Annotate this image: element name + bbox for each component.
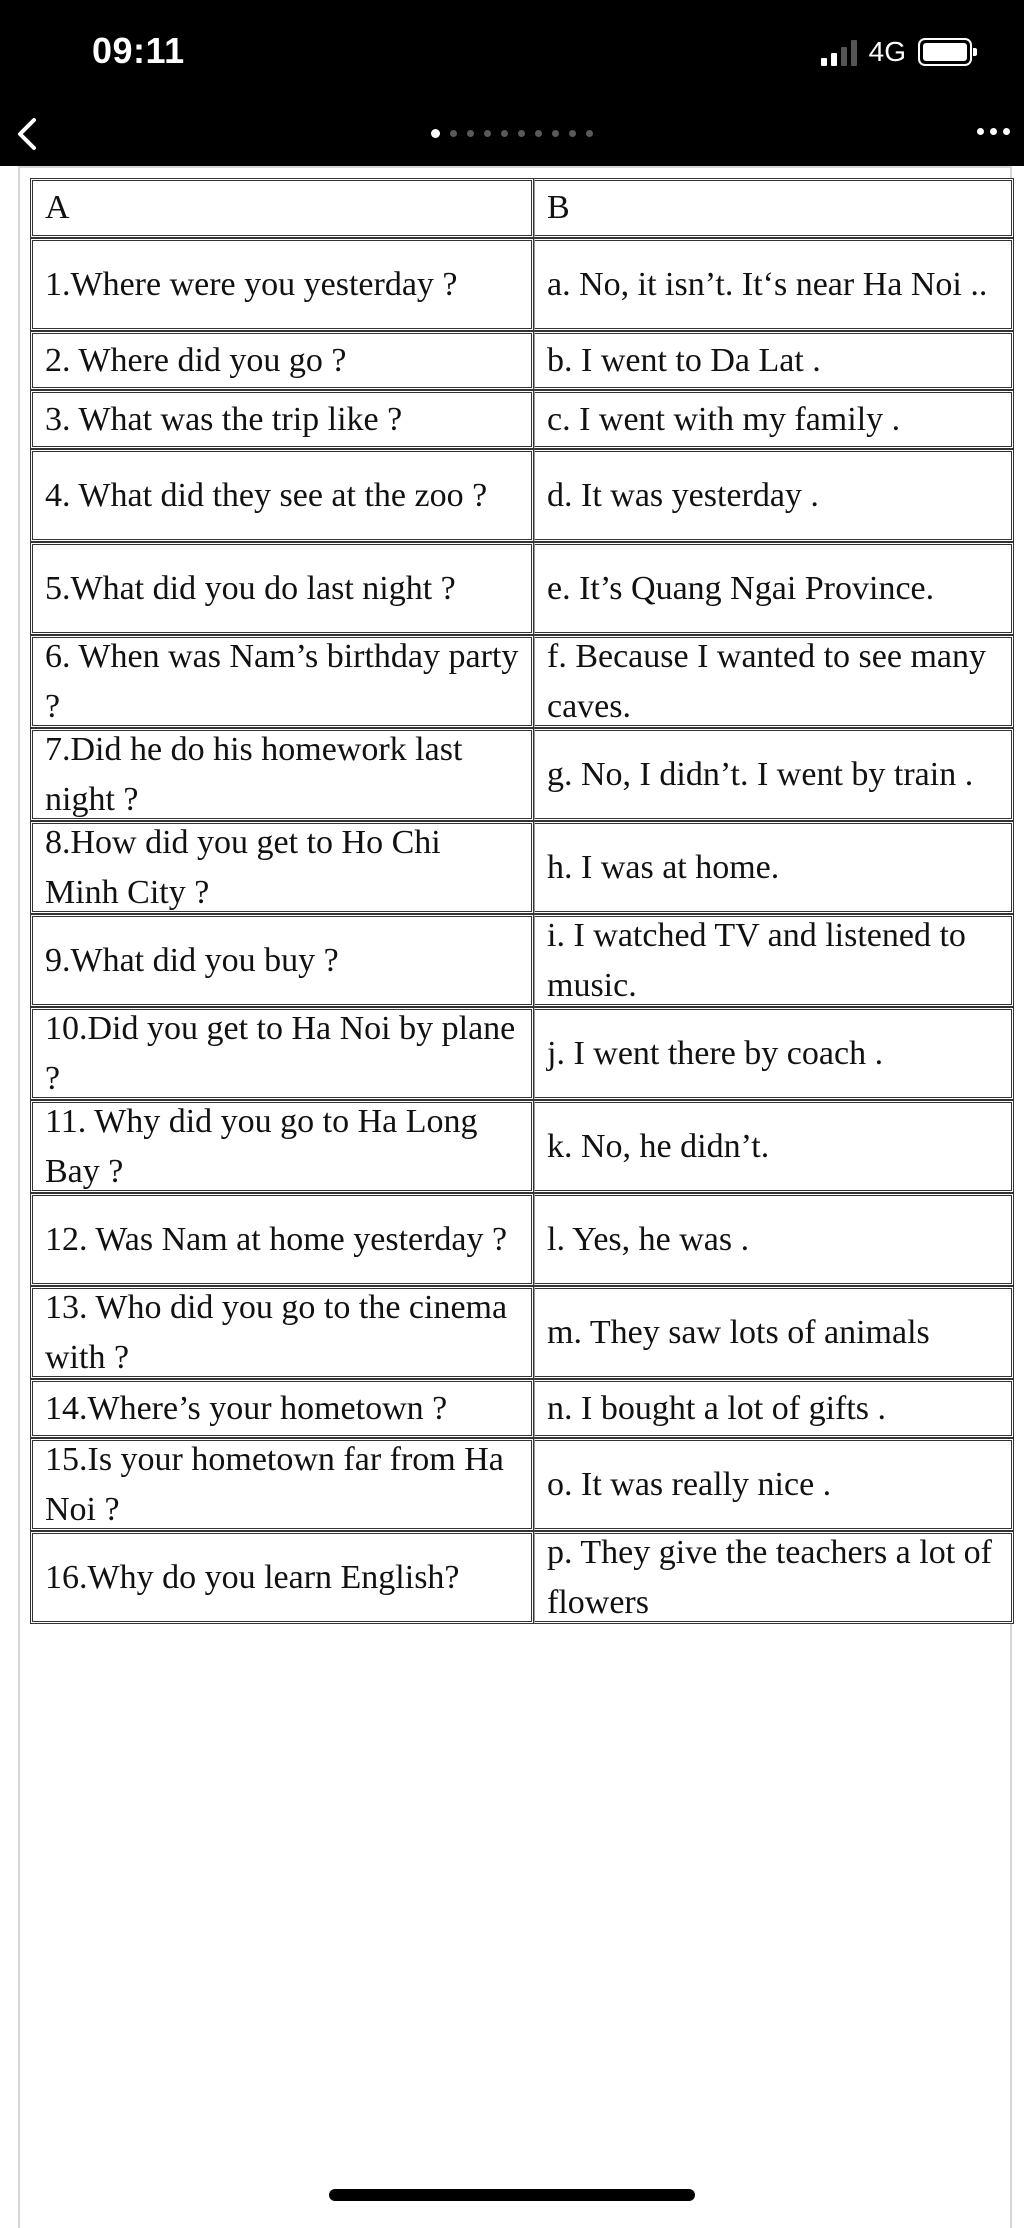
cell-b-12: l. Yes, he was . (534, 1193, 1014, 1286)
cell-a-16: 16.Why do you learn English? (30, 1531, 534, 1624)
page-dot (484, 130, 491, 137)
cell-a-1: 1.Where were you yesterday ? (30, 238, 534, 331)
cell-b-4: d. It was yesterday . (534, 449, 1014, 542)
page-dot (535, 130, 542, 137)
cell-b-5: e. It’s Quang Ngai Province. (534, 542, 1014, 635)
page-dot (586, 130, 593, 137)
cell-b-8: h. I was at home. (534, 821, 1014, 914)
page-dot (467, 130, 474, 137)
ellipsis-icon (977, 128, 984, 135)
cell-a-5: 5.What did you do last night ? (30, 542, 534, 635)
status-time: 09:11 (92, 30, 185, 71)
status-indicators (821, 36, 972, 68)
worksheet (18, 166, 1012, 2228)
top-bar (0, 0, 1024, 166)
cell-b-13: m. They saw lots of animals (534, 1286, 1014, 1379)
cell-a-11: 11. Why did you go to Ha Long Bay ? (30, 1100, 534, 1193)
cell-a-2: 2. Where did you go ? (30, 331, 534, 390)
network-type: 4G (868, 36, 906, 67)
cell-a-7: 7.Did he do his homework last night ? (30, 728, 534, 821)
cell-a-6: 6. When was Nam’s birthday party ? (30, 635, 534, 728)
page-dot (450, 130, 457, 137)
cell-b-15: o. It was really nice . (534, 1438, 1014, 1531)
page-dot (431, 129, 440, 138)
cell-b-7: g. No, I didn’t. I went by train . (534, 728, 1014, 821)
page-dot (501, 130, 508, 137)
cell-b-14: n. I bought a lot of gifts . (534, 1379, 1014, 1438)
cell-b-10: j. I went there by coach . (534, 1007, 1014, 1100)
cell-b-9: i. I watched TV and listened to music. (534, 914, 1014, 1007)
cell-b-6: f. Because I wanted to see many caves. (534, 635, 1014, 728)
cell-a-14: 14.Where’s your hometown ? (30, 1379, 534, 1438)
page-dot (552, 130, 559, 137)
page-indicator (0, 130, 1024, 138)
page-dot (569, 130, 576, 137)
more-button[interactable] (977, 128, 1010, 135)
cell-a-13: 13. Who did you go to the cinema with ? (30, 1286, 534, 1379)
cell-b-11: k. No, he didn’t. (534, 1100, 1014, 1193)
battery-full-icon (918, 38, 972, 66)
cell-a-8: 8.How did you get to Ho Chi Minh City ? (30, 821, 534, 914)
header-a: A (30, 178, 534, 238)
cell-a-4: 4. What did they see at the zoo ? (30, 449, 534, 542)
matching-table (30, 178, 1014, 1624)
page-dot (518, 130, 525, 137)
cell-b-3: c. I went with my family . (534, 390, 1014, 449)
cell-b-1: a. No, it isn’t. It‘s near Ha Noi .. (534, 238, 1014, 331)
cell-b-16: p. They give the teachers a lot of flowers (534, 1531, 1014, 1624)
home-indicator[interactable] (329, 2189, 695, 2201)
cell-a-9: 9.What did you buy ? (30, 914, 534, 1007)
header-b: B (534, 178, 1014, 238)
cell-a-15: 15.Is your hometown far from Ha Noi ? (30, 1438, 534, 1531)
cell-a-12: 12. Was Nam at home yesterday ? (30, 1193, 534, 1286)
cell-a-10: 10.Did you get to Ha Noi by plane ? (30, 1007, 534, 1100)
signal-bars-icon (821, 38, 857, 66)
cell-b-2: b. I went to Da Lat . (534, 331, 1014, 390)
cell-a-3: 3. What was the trip like ? (30, 390, 534, 449)
